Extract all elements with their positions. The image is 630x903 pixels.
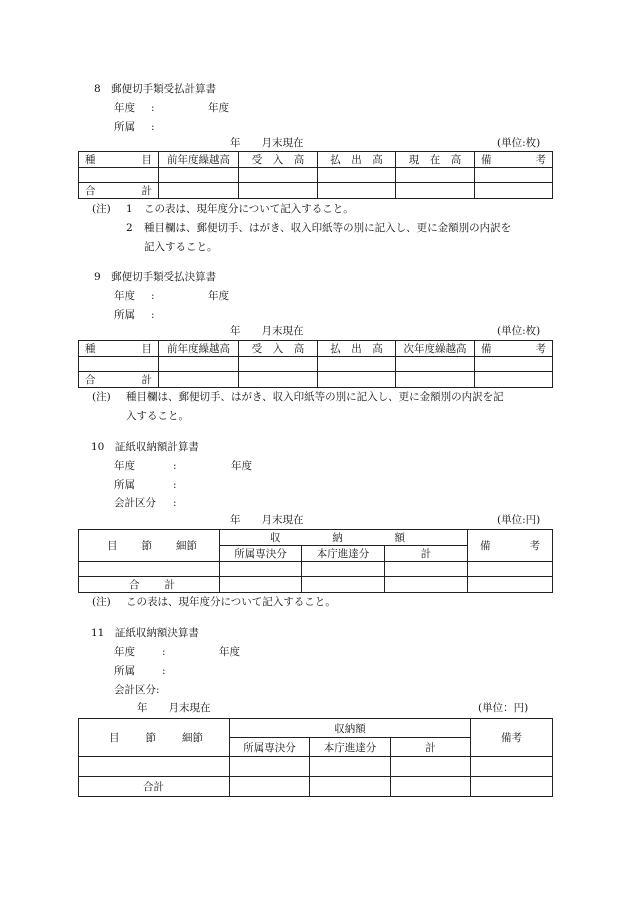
s8-table bbox=[78, 151, 553, 199]
s8-note-label: (注) bbox=[92, 203, 111, 215]
s11-h-group: 収納額 bbox=[230, 719, 471, 738]
s11-unit: (単位：円) bbox=[478, 702, 529, 714]
s9-header-row bbox=[79, 341, 553, 357]
s11-year-suffix: 年度 bbox=[219, 646, 240, 658]
s11-year-colon: : bbox=[162, 646, 166, 658]
s8-year-colon: : bbox=[151, 102, 155, 114]
s9-date: 年 月末現在 bbox=[230, 325, 304, 337]
s8-header-row bbox=[79, 152, 553, 168]
s10-note-label: (注) bbox=[92, 596, 111, 608]
s9-h-paid: 払 出 高 bbox=[318, 341, 396, 357]
s11-h-remark: 備考 bbox=[471, 719, 553, 757]
s11-title: 11 証紙収納額決算書 bbox=[91, 627, 199, 639]
s10-year-colon: : bbox=[173, 460, 177, 472]
s9-year-colon: : bbox=[151, 290, 155, 302]
s9-total-label: 合 計 bbox=[79, 372, 159, 388]
s11-h-sub-hq: 本庁進達分 bbox=[310, 738, 391, 757]
s10-h-group: 収 納 額 bbox=[220, 530, 468, 546]
s10-year-suffix: 年度 bbox=[231, 460, 252, 472]
s8-total-row bbox=[79, 183, 553, 199]
s9-note-line1: 種目欄は、郵便切手、はがき、収入印紙等の別に記入し、更に金額別の内訳を記 bbox=[126, 391, 504, 403]
s11-dept-colon: : bbox=[162, 665, 166, 677]
s10-total-row bbox=[79, 577, 553, 593]
s8-h-current: 現 在 高 bbox=[396, 152, 475, 168]
s8-note1: この表は、現年度分について記入すること。 bbox=[144, 203, 354, 215]
s8-blank-row bbox=[79, 168, 553, 183]
s11-h-sub-total: 計 bbox=[391, 738, 471, 757]
s9-note-line2: 入すること。 bbox=[126, 410, 189, 422]
s11-acct-label: 会計区分: bbox=[114, 684, 160, 696]
s11-h-item: 目 節 細節 bbox=[79, 719, 230, 757]
s9-note-label: (注) bbox=[92, 391, 111, 403]
s9-year-label: 年度 bbox=[114, 290, 135, 302]
s8-dept-colon: : bbox=[151, 121, 155, 133]
s11-h-sub-dept: 所属専決分 bbox=[230, 738, 310, 757]
s10-dept-colon: : bbox=[173, 479, 177, 491]
s8-unit: (単位:枚) bbox=[497, 137, 541, 149]
s8-h-remark: 備 考 bbox=[475, 152, 553, 168]
s8-total-label: 合 計 bbox=[79, 183, 159, 199]
s8-year-suffix: 年度 bbox=[208, 102, 229, 114]
s9-unit: (単位:枚) bbox=[497, 325, 541, 337]
s8-note2-line1: 種目欄は、郵便切手、はがき、収入印紙等の別に記入し、更に金額別の内訳を bbox=[144, 222, 512, 234]
s9-h-remark: 備 考 bbox=[475, 341, 553, 357]
s10-date: 年 月末現在 bbox=[230, 514, 304, 526]
s10-h-remark: 備 考 bbox=[468, 530, 553, 562]
s10-h-item: 目 節 細節 bbox=[79, 530, 220, 562]
s9-h-carryover: 前年度繰越高 bbox=[159, 341, 239, 357]
s9-h-kind: 種 目 bbox=[79, 341, 159, 357]
s8-year-label: 年度 bbox=[114, 102, 135, 114]
s8-h-kind: 種 目 bbox=[79, 152, 159, 168]
s9-dept-colon: : bbox=[151, 309, 155, 321]
s8-note2-num: 2 bbox=[126, 222, 133, 234]
s8-date: 年 月末現在 bbox=[230, 137, 304, 149]
s8-h-carryover: 前年度繰越高 bbox=[159, 152, 239, 168]
s8-h-received: 受 入 高 bbox=[239, 152, 318, 168]
s9-year-suffix: 年度 bbox=[208, 290, 229, 302]
s11-date: 年 月末現在 bbox=[137, 702, 211, 714]
s9-dept-label: 所属 bbox=[114, 309, 135, 321]
s10-unit: (単位:円) bbox=[497, 514, 541, 526]
s10-blank-row bbox=[79, 562, 553, 577]
s9-total-row bbox=[79, 372, 553, 388]
s10-h-sub-hq: 本庁進達分 bbox=[302, 546, 385, 562]
s9-h-received: 受 入 高 bbox=[239, 341, 318, 357]
s9-title: 9 郵便切手類受払決算書 bbox=[94, 271, 217, 283]
s10-dept-label: 所属 bbox=[114, 479, 135, 491]
s8-note1-num: 1 bbox=[126, 203, 133, 215]
s10-h-sub-dept: 所属専決分 bbox=[220, 546, 302, 562]
s8-title: 8 郵便切手類受払計算書 bbox=[94, 83, 217, 95]
s9-table bbox=[78, 340, 553, 388]
s11-blank-row bbox=[79, 757, 553, 777]
s10-table bbox=[78, 529, 553, 593]
s9-h-next: 次年度繰越高 bbox=[396, 341, 475, 357]
s11-total-row bbox=[79, 777, 553, 797]
s10-total-label: 合 計 bbox=[79, 577, 220, 593]
s10-acct-label: 会計区分 bbox=[114, 497, 156, 509]
s10-acct-colon: : bbox=[173, 497, 177, 509]
s11-total-label: 合計 bbox=[79, 777, 230, 797]
s11-year-label: 年度 bbox=[114, 646, 135, 658]
s11-dept-label: 所属 bbox=[114, 665, 135, 677]
s10-year-label: 年度 bbox=[114, 460, 135, 472]
s10-h-sub-total: 計 bbox=[385, 546, 468, 562]
s9-blank-row bbox=[79, 357, 553, 372]
s8-dept-label: 所属 bbox=[114, 121, 135, 133]
s8-h-paid: 払 出 高 bbox=[318, 152, 396, 168]
s8-note2-line2: 記入すること。 bbox=[144, 241, 218, 253]
s11-table bbox=[78, 718, 553, 797]
s10-title: 10 証紙収納額計算書 bbox=[91, 441, 199, 453]
s10-note: この表は、現年度分について記入すること。 bbox=[126, 596, 336, 608]
